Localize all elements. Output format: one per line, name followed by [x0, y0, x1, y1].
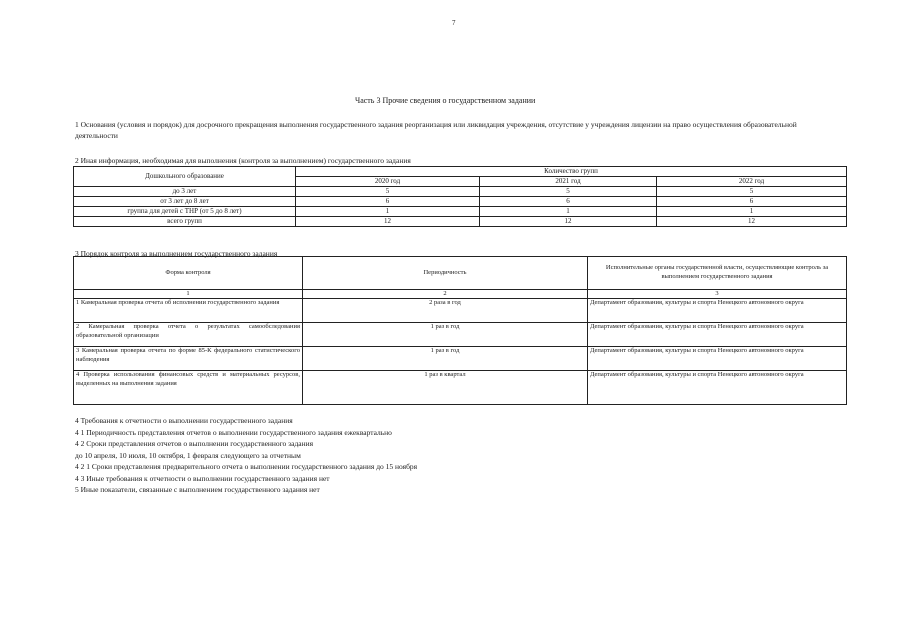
section-2-title: 2 Иная информация, необходимая для выполнения (контроля за выполнением) государственного задания — [75, 156, 411, 165]
reporting-requirements — [75, 416, 417, 497]
control-form: 2 Камеральная проверка отчета о результатах самообследования образовательной организации — [74, 323, 303, 347]
groups-header-span: Количество групп — [296, 167, 847, 177]
year-header: 2022 год — [657, 177, 847, 187]
table-row — [74, 347, 847, 371]
requirement-line: до 10 апреля, 10 июля, 10 октября, 1 февраля следующего за отчетным — [75, 450, 301, 460]
groups-table — [73, 166, 847, 227]
cell-value: 12 — [480, 217, 657, 227]
column-number: 2 — [303, 290, 588, 299]
control-form: 4 Проверка использования финансовых средств и материальных ресурсов, выделенных на выполнения задания — [74, 371, 303, 405]
cell-value: 6 — [657, 197, 847, 207]
control-period: 1 раз в квартал — [303, 371, 588, 405]
table-row — [74, 323, 847, 347]
page-number: 7 — [452, 19, 456, 27]
control-form: 1 Камеральная проверка отчета об исполнении государственного задания — [74, 299, 303, 323]
column-number: 3 — [588, 290, 847, 299]
cell-value: 1 — [296, 207, 480, 217]
year-header: 2021 год — [480, 177, 657, 187]
table-row — [74, 197, 847, 207]
cell-value: 1 — [480, 207, 657, 217]
control-authority: Департамент образования, культуры и спорта Ненецкого автономного округа — [588, 371, 847, 405]
control-form: 3 Камеральная проверка отчета по форме 85-К федерального статистического наблюдения — [74, 347, 303, 371]
control-table-header-row — [74, 257, 847, 290]
table-row — [74, 217, 847, 227]
control-table-number-row — [74, 290, 847, 299]
row-label: группа для детей с ТНР (от 5 до 8 лет) — [74, 207, 296, 217]
cell-value: 5 — [480, 187, 657, 197]
control-header-period: Периодичность — [303, 257, 588, 290]
requirement-line: 4 1 Периодичность представления отчетов о выполнении государственного задания ежеквартально — [75, 427, 392, 437]
control-table — [73, 256, 847, 405]
requirement-line: 4 2 1 Сроки представления предварительного отчета о выполнении государственного задания до 15 ноября — [75, 462, 418, 471]
control-header-form: Форма контроля — [74, 257, 303, 290]
groups-table-header-row — [74, 167, 847, 177]
column-number: 1 — [74, 290, 303, 299]
cell-value: 1 — [657, 207, 847, 217]
cell-value: 5 — [296, 187, 480, 197]
requirement-line: 4 3 Иные требования к отчетности о выполнении государственного задания нет — [75, 473, 330, 483]
groups-header-first: Дошкольного образование — [74, 167, 296, 187]
section-1-termination-grounds: 1 Основания (условия и порядок) для досрочного прекращения выполнения государственного задания реорганизация или ликвидация учреждения, отсутствие у учреждения лицензии на право осуществления образовательной деятельности — [75, 120, 797, 140]
table-row — [74, 299, 847, 323]
cell-value: 6 — [296, 197, 480, 207]
control-period: 2 раза в год — [303, 299, 588, 323]
requirement-line: 5 Иные показатели, связанные с выполнением государственного задания нет — [75, 485, 320, 494]
cell-value: 5 — [657, 187, 847, 197]
cell-value: 12 — [296, 217, 480, 227]
cell-value: 12 — [657, 217, 847, 227]
control-header-authority: Исполнительные органы государственной власти, осуществляющие контроль за выполнением государственного задания — [588, 257, 847, 290]
requirement-line: 4 2 Сроки представления отчетов о выполнении государственного задания — [75, 439, 314, 448]
control-authority: Департамент образования, культуры и спорта Ненецкого автономного округа — [588, 347, 847, 371]
part-title: Часть 3 Прочие сведения о государственном задании — [355, 96, 536, 105]
table-row — [74, 207, 847, 217]
cell-value: 6 — [480, 197, 657, 207]
table-row — [74, 187, 847, 197]
control-period: 1 раз в год — [303, 323, 588, 347]
section-3-title: 3 Порядок контроля за выполнением государственного задания — [75, 249, 278, 258]
control-period: 1 раз в год — [303, 347, 588, 371]
table-row — [74, 371, 847, 405]
year-header: 2020 год — [296, 177, 480, 187]
row-label: всего групп — [74, 217, 296, 227]
control-authority: Департамент образования, культуры и спорта Ненецкого автономного округа — [588, 299, 847, 323]
control-authority: Департамент образования, культуры и спорта Ненецкого автономного округа — [588, 323, 847, 347]
requirement-line: 4 Требования к отчетности о выполнении государственного задания — [75, 416, 293, 425]
row-label: от 3 лет до 8 лет — [74, 197, 296, 207]
row-label: до 3 лет — [74, 187, 296, 197]
